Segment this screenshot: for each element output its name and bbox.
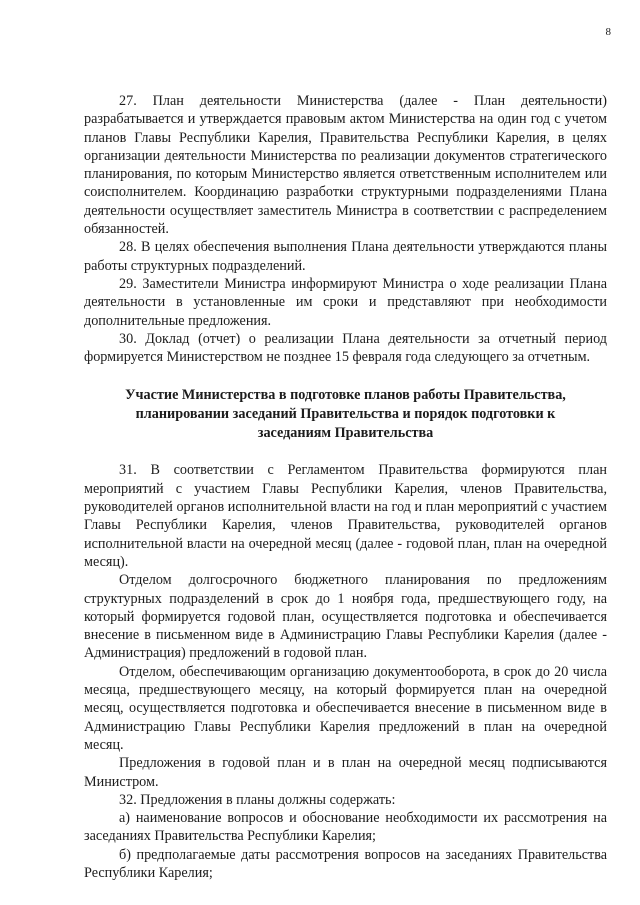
paragraph-29: 29. Заместители Министра информируют Министра о ходе реализации Плана деятельности в установленные им сроки и представляют при необходимости дополнительные предложения.: [84, 275, 607, 329]
paragraph-32: 32. Предложения в планы должны содержать:: [119, 791, 396, 808]
paragraph-signature: Предложения в годовой план и в план на очередной месяц подписываются Министром.: [84, 755, 607, 790]
paragraph-32-a: а) наименование вопросов и обоснование необходимости их рассмотрения на заседаниях Правительства Республики Карелия;: [84, 810, 607, 845]
paragraph-annual-plan: Отделом долгосрочного бюджетного планирования по предложениям структурных подразделений в срок до 1 ноября года, предшествующего году, на который формируется годовой план, осуществляется подготовка и обеспечивается внесение в письменном виде в Администрацию Главы Республики Карелия (далее - Администрация) предложений в годовой план.: [84, 572, 607, 662]
paragraph-31: 31. В соответствии с Регламентом Правительства формируются план мероприятий с участием Главы Республики Карелия, членов Правительства, руководителей органов исполнительной власти на год и план мероприятий с участием Главы Республики Карелия, членов Правительства, руководителей органов исполнительной власти на очередной месяц (далее - годовой план, план на очередной месяц).: [84, 462, 607, 570]
paragraph-monthly-plan: Отделом, обеспечивающим организацию документооборота, в срок до 20 числа месяца, предшествующего месяцу, на который формируется план на очередной месяц, осуществляется подготовка и обеспечивается внесение в письменном виде в Администрацию Главы Республики Карелия предложений в план на очередной месяц.: [84, 663, 607, 753]
paragraph-28: 28. В целях обеспечения выполнения Плана деятельности утверждаются планы работы структурных подразделений.: [84, 239, 607, 274]
paragraph-30: 30. Доклад (отчет) о реализации Плана деятельности за отчетный период формируется Министерством не позднее 15 февраля года следующего за отчетным.: [84, 330, 607, 366]
document-body: [84, 92, 607, 882]
page-number: 8: [605, 26, 611, 38]
section-heading: Участие Министерства в подготовке планов работы Правительства, планировании заседаний Правительства и порядок подготовки к заседаниям Правительства: [125, 387, 566, 442]
paragraph-27: 27. План деятельности Министерства (далее - План деятельности) разрабатывается и утверждается правовым актом Министерства на один год с учетом планов Главы Республики Карелия, Правительства Республики Карелия, в целях организации деятельности Министерства по реализации документов стратегического планирования, по которым Министерство является ответственным исполнителем или соисполнителем. Координацию разработки структурными подразделениями Плана деятельности осуществляет заместитель Министра в соответствии с распределением обязанностей.: [84, 93, 607, 238]
paragraph-32-b: б) предполагаемые даты рассмотрения вопросов на заседаниях Правительства Республики Карелия;: [84, 846, 607, 881]
